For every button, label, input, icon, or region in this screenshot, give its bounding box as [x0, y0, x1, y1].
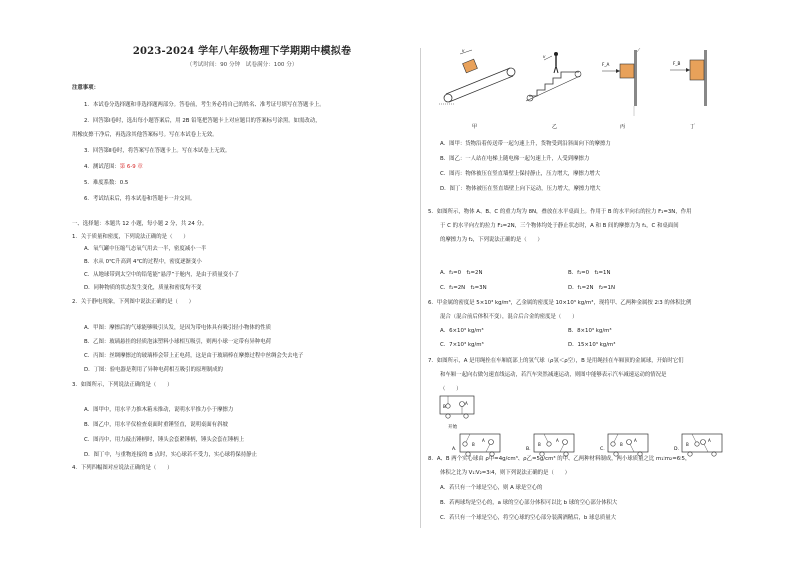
figure-wall-block-b: [670, 50, 707, 106]
fig-label-bing: 丙: [620, 124, 626, 130]
q1-option-b: B．水从 0℃升高到 4℃的过程中，密度逐渐变小: [84, 259, 202, 265]
svg-text:v: v: [543, 54, 546, 59]
exam-title: 2023-2024 学年八年级物理下学期期中模拟卷: [132, 46, 352, 57]
figure-escalator: [526, 52, 581, 101]
q6-stem-1: 6．甲金属的密度是 5×10³ kg/m³，乙金属的密度是 10×10³ kg/m³，现将甲、乙两种金属按 2∶3 的体积比例: [428, 300, 692, 306]
test-range: 第 6-9 章: [119, 164, 143, 170]
section-1-heading: 一、选择题：本题共 12 小题，每小题 2 分，共 24 分。: [72, 221, 208, 227]
q3-option-d: D．图丁中，与重物连接的 B 点时，实心球若不受力，实心球将保持静止: [84, 452, 257, 458]
svg-text:B: B: [443, 404, 446, 409]
cart-option-b: [526, 434, 574, 456]
q5-option-b: B．f₁=0 f₂=1N: [568, 270, 611, 276]
q7-stem-2: 和车厢一起向右做匀速直线运动，若汽车突然减速运动，则图中能够表示汽车减速运动的情况是: [440, 372, 667, 378]
option-a-label: A.: [452, 447, 457, 452]
q3-option-b: B．图乙中，用水平仪检查桌面时重锤竖直，说明桌面有斜坡: [84, 422, 228, 428]
q2-option-a: A．甲图：摩擦后的气球能够吸引头发，是因为带电体具有吸引轻小物体的性质: [84, 325, 271, 331]
q5-option-a: A．f₁=0 f₂=2N: [440, 270, 483, 276]
q2-option-b: B．乙图：玻璃悬挂的轻质泡沫塑料小球相互吸引，则两小球一定带有异种电荷: [84, 339, 271, 345]
right-column: [428, 0, 758, 561]
note-3: 3．回答第Ⅱ卷时，将答案写在答题卡上。写在本试卷上无效。: [84, 148, 231, 154]
cart-option-d: [674, 434, 722, 456]
fig-label-jia: 甲: [472, 124, 478, 130]
svg-text:B: B: [538, 442, 541, 447]
left-column: [72, 0, 412, 561]
q1-stem: 1．关于质量和密度，下列说法正确的是（ ）: [72, 234, 189, 240]
fig-label-ding: 丁: [690, 124, 696, 130]
q5-option-d: D．f₁=2N f₂=1N: [568, 285, 616, 291]
cart-option-c: [600, 434, 648, 456]
option-b-label: B.: [526, 447, 531, 452]
svg-text:A: A: [556, 438, 559, 443]
q1-option-a: A．氧气罐中压缩气态氧气用去一半，密度减小一半: [84, 246, 207, 252]
q8-option-a: A．若只有一个球是空心，则 A 球是空心的: [440, 485, 543, 491]
q3-option-a: A．图甲中，用水平力推木箱未推动，说明水平推力小于摩擦力: [84, 407, 234, 413]
note-4: [84, 164, 143, 171]
q6-option-c: C．7×10³ kg/m³: [440, 342, 484, 348]
q6-stem-2: 混合（混合前后体积不变），混合后合金的密度是（ ）: [440, 314, 578, 320]
note-4-label: 4．测试范围：: [84, 164, 120, 170]
svg-text:A: A: [465, 401, 468, 406]
q7-stem-3: （ ）: [440, 386, 462, 392]
column-divider: [420, 48, 421, 528]
note-6: 6．考试结束后，将本试卷和答题卡一并交回。: [84, 196, 196, 202]
cart-option-a: [452, 434, 500, 456]
figure-conveyor: [439, 48, 515, 104]
q4-stem: 4．下列四幅图对应说法正确的是（ ）: [72, 465, 173, 471]
svg-text:B: B: [686, 442, 689, 447]
q8-option-c: C．若只有一个球是空心，将空心球的空心部分装满酒精后，b 球总质量大: [440, 515, 617, 521]
force-label-b: F_B: [673, 61, 681, 66]
note-1: 1．本试卷分选择题和非选择题两部分。答卷前，考生务必将自己的姓名、准考证号填写在答题卡上。: [84, 102, 325, 108]
q2-option-d: D．丁图：验电器是利用了异种电荷相互吸引的原理制成的: [84, 367, 223, 373]
start-label: 开始: [448, 425, 458, 430]
q2-stem: 2．关于静电现象，下列图中说法正确的是（ ）: [72, 299, 195, 305]
q1-option-d: D．同种物质的状态发生变化，质量和密度均不变: [84, 285, 202, 291]
q6-option-a: A．6×10³ kg/m³: [440, 328, 484, 334]
q8-stem-1: 8．A、B 两个实心球由 ρ甲=4g/cm³、ρ乙=5g/cm³ 的甲、乙两种材料制成，两小球质量之比 m₁∶m₂=6∶5，: [428, 456, 691, 462]
force-label-a: F_A: [602, 62, 610, 67]
svg-text:A: A: [482, 438, 485, 443]
figure-wall-block-a: [602, 48, 640, 116]
q6-option-d: D．15×10³ kg/m³: [568, 342, 616, 348]
q2-option-c: C．丙图：丝绸摩擦过的玻璃棒会带上正电荷，这是由于玻璃棒在摩擦过程中丝绸会失去电子: [84, 353, 304, 359]
q1-option-c: C．从地球带到太空中的铅笔能“悬浮”于舱内，是由于质量变小了: [84, 272, 239, 278]
q3-option-c: C．图丙中，用力敲击锤柄时，锤头会套紧锤柄，锤头会套在锤柄上: [84, 437, 245, 443]
q4-figures: [434, 46, 754, 136]
q5-stem-3: 的摩擦力为 f₂，下列说法正确的是（ ）: [440, 237, 543, 243]
velocity-label: v: [462, 48, 465, 53]
svg-text:A: A: [708, 438, 711, 443]
svg-text:B: B: [620, 442, 623, 447]
notes-heading: 注意事项：: [72, 85, 99, 91]
cart-start: [440, 396, 474, 430]
q3-stem: 3．如图所示，下列说法正确的是（ ）: [72, 382, 173, 388]
q8-stem-2: 体积之比为 V₁∶V₂=3∶4，则下列说法正确的是（ ）: [440, 470, 571, 476]
q4-option-d: D．图丁：物体被压在竖直墙壁上向下运动，压力增大，摩擦力增大: [440, 186, 601, 192]
svg-text:B: B: [472, 442, 475, 447]
note-2a: 2．回答第Ⅰ卷时，选出每小题答案后，用 2B 铅笔把答题卡上对应题目的答案标号涂黑。如需改动，: [84, 118, 321, 124]
q5-stem-2: 于 C 的水平向左的拉力 F₂=2N，三个物体均处于静止状态时，A 和 B 间的摩擦力为 f₁，C 和桌面间: [440, 223, 679, 229]
q7-options: [452, 434, 758, 470]
q5-option-c: C．f₁=2N f₂=3N: [440, 285, 487, 291]
svg-text:A: A: [634, 438, 637, 443]
q7-stem-1: 7．如图所示，A 是用绳拴在车厢底部上的氢气球（ρ氢＜ρ空），B 是用绳挂在车厢顶的金属球，开始时它们: [428, 358, 684, 364]
q6-option-b: B．8×10³ kg/m³: [568, 328, 612, 334]
exam-subtitle: （考试时间：90 分钟 试卷满分：100 分）: [186, 62, 298, 68]
fig-label-yi: 乙: [552, 124, 558, 130]
q5-stem-1: 5．如图所示，物体 A、B、C 的重力均为 8N，叠放在水平桌面上。作用于 B 的水平向右的拉力 F₁=3N，作用: [428, 209, 692, 215]
option-d-label: D.: [674, 447, 679, 452]
q4-option-a: A．图甲：货物沿着传送带一起匀速上升，货物受到沿斜面向下的摩擦力: [440, 141, 611, 147]
note-5: 5．难度系数：0.5: [84, 180, 129, 186]
note-2b: 用橡皮擦干净后，再选涂其他答案标号。写在本试卷上无效。: [72, 132, 218, 138]
q8-option-b: B．若两球均是空心的，a 球的空心部分体积可以比 b 球的空心部分体积大: [440, 500, 618, 506]
q4-option-b: B．图乙：一人站在电梯上随电梯一起匀速上升，人受到摩擦力: [440, 156, 590, 162]
option-c-label: C.: [600, 447, 605, 452]
q4-option-c: C．图丙：物体被压在竖直墙壁上保持静止，压力增大，摩擦力增大: [440, 171, 601, 177]
